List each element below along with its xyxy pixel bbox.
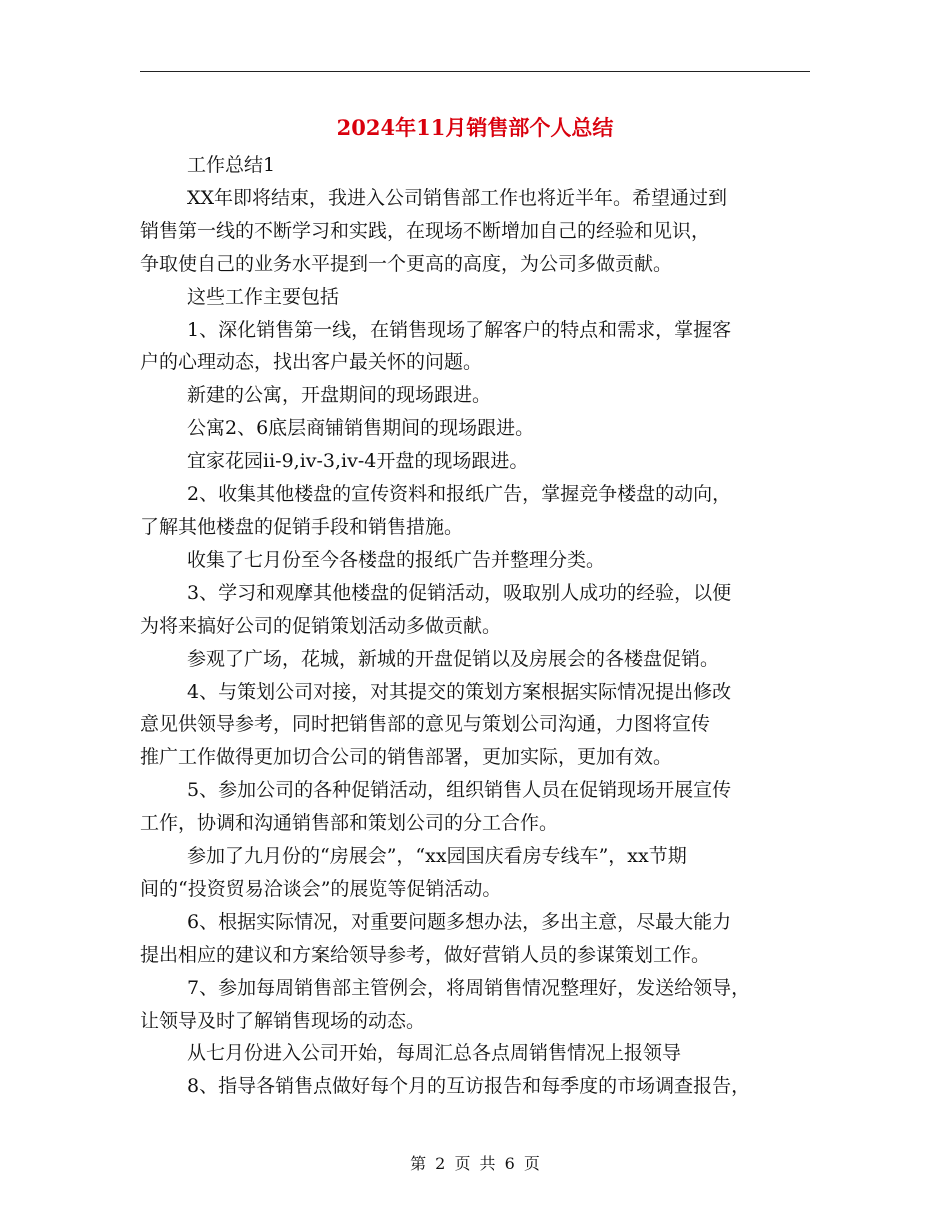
- text-line: 销售第一线的不断学习和实践，在现场不断增加自己的经验和见识，: [140, 219, 711, 242]
- text-line: 从七月份进入公司开始，每周汇总各点周销售情况上报领导: [187, 1042, 682, 1065]
- text-line: 推广工作做得更加切合公司的销售部署，更加实际，更加有效。: [140, 746, 673, 769]
- text-line: 参加了九月份的“房展会”，“xx园国庆看房专线车”，xx节期: [187, 845, 687, 868]
- text-line: 间的“投资贸易洽谈会”的展览等促销活动。: [140, 877, 502, 900]
- document-body: [140, 149, 814, 1103]
- document-title: 2024年11月销售部个人总结: [336, 115, 614, 140]
- text-line: 5、参加公司的各种促销活动，组织销售人员在促销现场开展宣传: [187, 779, 732, 802]
- text-line: 这些工作主要包括: [187, 285, 340, 308]
- text-line: XX年即将结束，我进入公司销售部工作也将近半年。希望通过到: [187, 186, 728, 209]
- text-line: 1、深化销售第一线，在销售现场了解客户的特点和需求，掌握客: [187, 318, 732, 341]
- text-line: 参观了广场，花城，新城的开盘促销以及房展会的各楼盘促销。: [187, 647, 720, 670]
- text-line: 让领导及时了解销售现场的动态。: [140, 1009, 426, 1032]
- text-line: 宜家花园ii-9,iv-3,iv-4开盘的现场跟进。: [187, 450, 529, 473]
- text-line: 意见供领导参考，同时把销售部的意见与策划公司沟通，力图将宣传: [140, 713, 711, 736]
- text-line: 争取使自己的业务水平提到一个更高的高度，为公司多做贡献。: [140, 252, 673, 275]
- text-line: 3、学习和观摩其他楼盘的促销活动，吸取别人成功的经验，以便: [187, 581, 732, 604]
- text-line: 公寓2、6底层商铺销售期间的现场跟进。: [187, 417, 535, 440]
- text-line: 提出相应的建议和方案给领导参考，做好营销人员的参谋策划工作。: [140, 943, 711, 966]
- text-line: 7、参加每周销售部主管例会，将周销售情况整理好，发送给领导，: [187, 976, 751, 999]
- page-footer: 第 2 页 共 6 页: [410, 1154, 540, 1173]
- text-line: 8、指导各销售点做好每个月的互访报告和每季度的市场调查报告，: [187, 1075, 751, 1098]
- text-line: 2、收集其他楼盘的宣传资料和报纸广告，掌握竞争楼盘的动向，: [187, 483, 732, 506]
- text-line: 为将来搞好公司的促销策划活动多做贡献。: [140, 614, 502, 637]
- text-line: 户的心理动态，找出客户最关怀的问题。: [140, 351, 483, 374]
- header-rule: [140, 71, 810, 72]
- text-line: 4、与策划公司对接，对其提交的策划方案根据实际情况提出修改: [187, 680, 732, 703]
- text-line: 6、根据实际情况，对重要问题多想办法，多出主意，尽最大能力: [187, 910, 732, 933]
- text-line: 新建的公寓，开盘期间的现场跟进。: [187, 384, 492, 407]
- text-line: 工作，协调和沟通销售部和策划公司的分工合作。: [140, 812, 559, 835]
- text-line: 了解其他楼盘的促销手段和销售措施。: [140, 515, 464, 538]
- text-line: 收集了七月份至今各楼盘的报纸广告并整理分类。: [187, 548, 606, 571]
- text-line: 工作总结1: [187, 154, 276, 176]
